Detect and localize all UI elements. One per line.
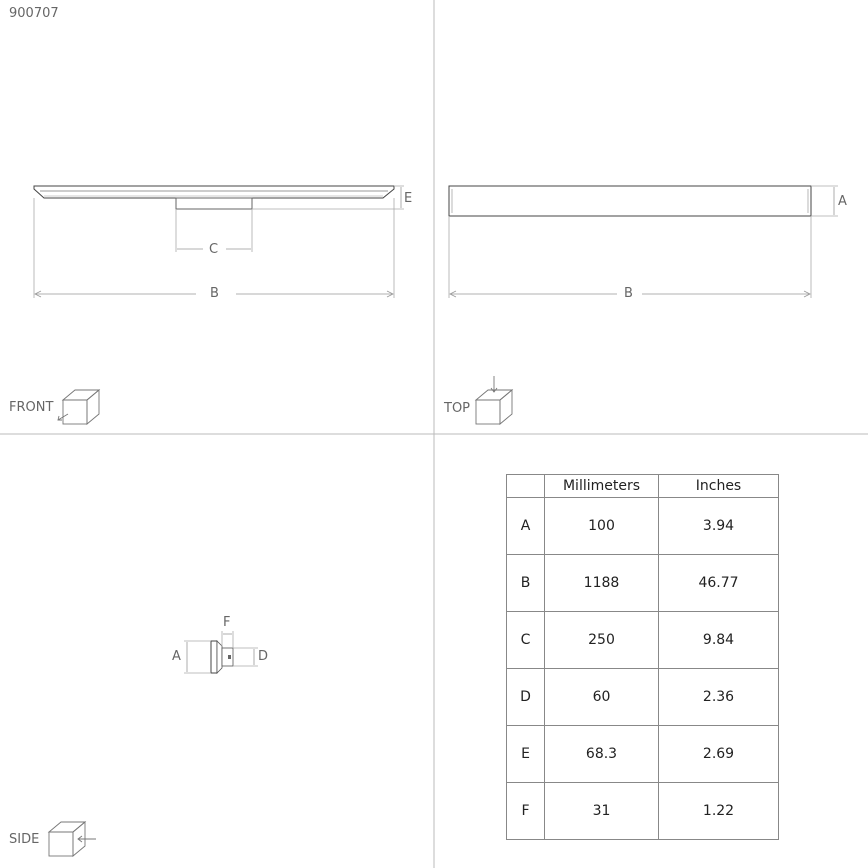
table-header-key xyxy=(507,475,545,498)
row-in: 2.69 xyxy=(659,726,779,783)
table-row xyxy=(507,783,779,840)
row-key: C xyxy=(507,612,545,669)
table-header-in: Inches xyxy=(659,475,779,498)
front-view xyxy=(34,186,404,298)
side-view xyxy=(184,631,258,673)
row-mm: 100 xyxy=(545,498,659,555)
row-key: E xyxy=(507,726,545,783)
row-mm: 60 xyxy=(545,669,659,726)
side-dim-f: F xyxy=(223,615,231,630)
table-row xyxy=(507,612,779,669)
row-in: 2.36 xyxy=(659,669,779,726)
row-key: F xyxy=(507,783,545,840)
product-code: 900707 xyxy=(9,6,59,21)
table-row xyxy=(507,498,779,555)
front-view-label: FRONT xyxy=(9,400,54,415)
front-dim-c: C xyxy=(209,242,219,257)
side-view-label: SIDE xyxy=(9,832,40,847)
top-cube-icon xyxy=(476,376,512,424)
top-fixture-body xyxy=(449,186,811,216)
front-mount-block xyxy=(176,198,252,209)
front-dim-b: B xyxy=(210,286,219,301)
table-header-row xyxy=(507,475,779,498)
row-in: 9.84 xyxy=(659,612,779,669)
top-dim-b: B xyxy=(624,286,633,301)
row-key: B xyxy=(507,555,545,612)
dimensions-table xyxy=(506,474,779,840)
side-dim-a: A xyxy=(172,649,181,664)
table-row xyxy=(507,669,779,726)
front-cube-icon xyxy=(58,390,99,424)
front-dim-e: E xyxy=(404,191,413,206)
side-dim-d: D xyxy=(258,649,269,664)
table-row xyxy=(507,726,779,783)
row-in: 1.22 xyxy=(659,783,779,840)
row-in: 46.77 xyxy=(659,555,779,612)
table-header-mm: Millimeters xyxy=(545,475,659,498)
row-key: D xyxy=(507,669,545,726)
top-view xyxy=(449,186,838,298)
side-cube-icon xyxy=(49,822,96,856)
top-view-label: TOP xyxy=(444,401,471,416)
row-mm: 250 xyxy=(545,612,659,669)
table-row xyxy=(507,555,779,612)
row-in: 3.94 xyxy=(659,498,779,555)
side-profile xyxy=(211,641,217,673)
row-mm: 1188 xyxy=(545,555,659,612)
row-mm: 31 xyxy=(545,783,659,840)
top-dim-a: A xyxy=(838,194,847,209)
row-mm: 68.3 xyxy=(545,726,659,783)
row-key: A xyxy=(507,498,545,555)
